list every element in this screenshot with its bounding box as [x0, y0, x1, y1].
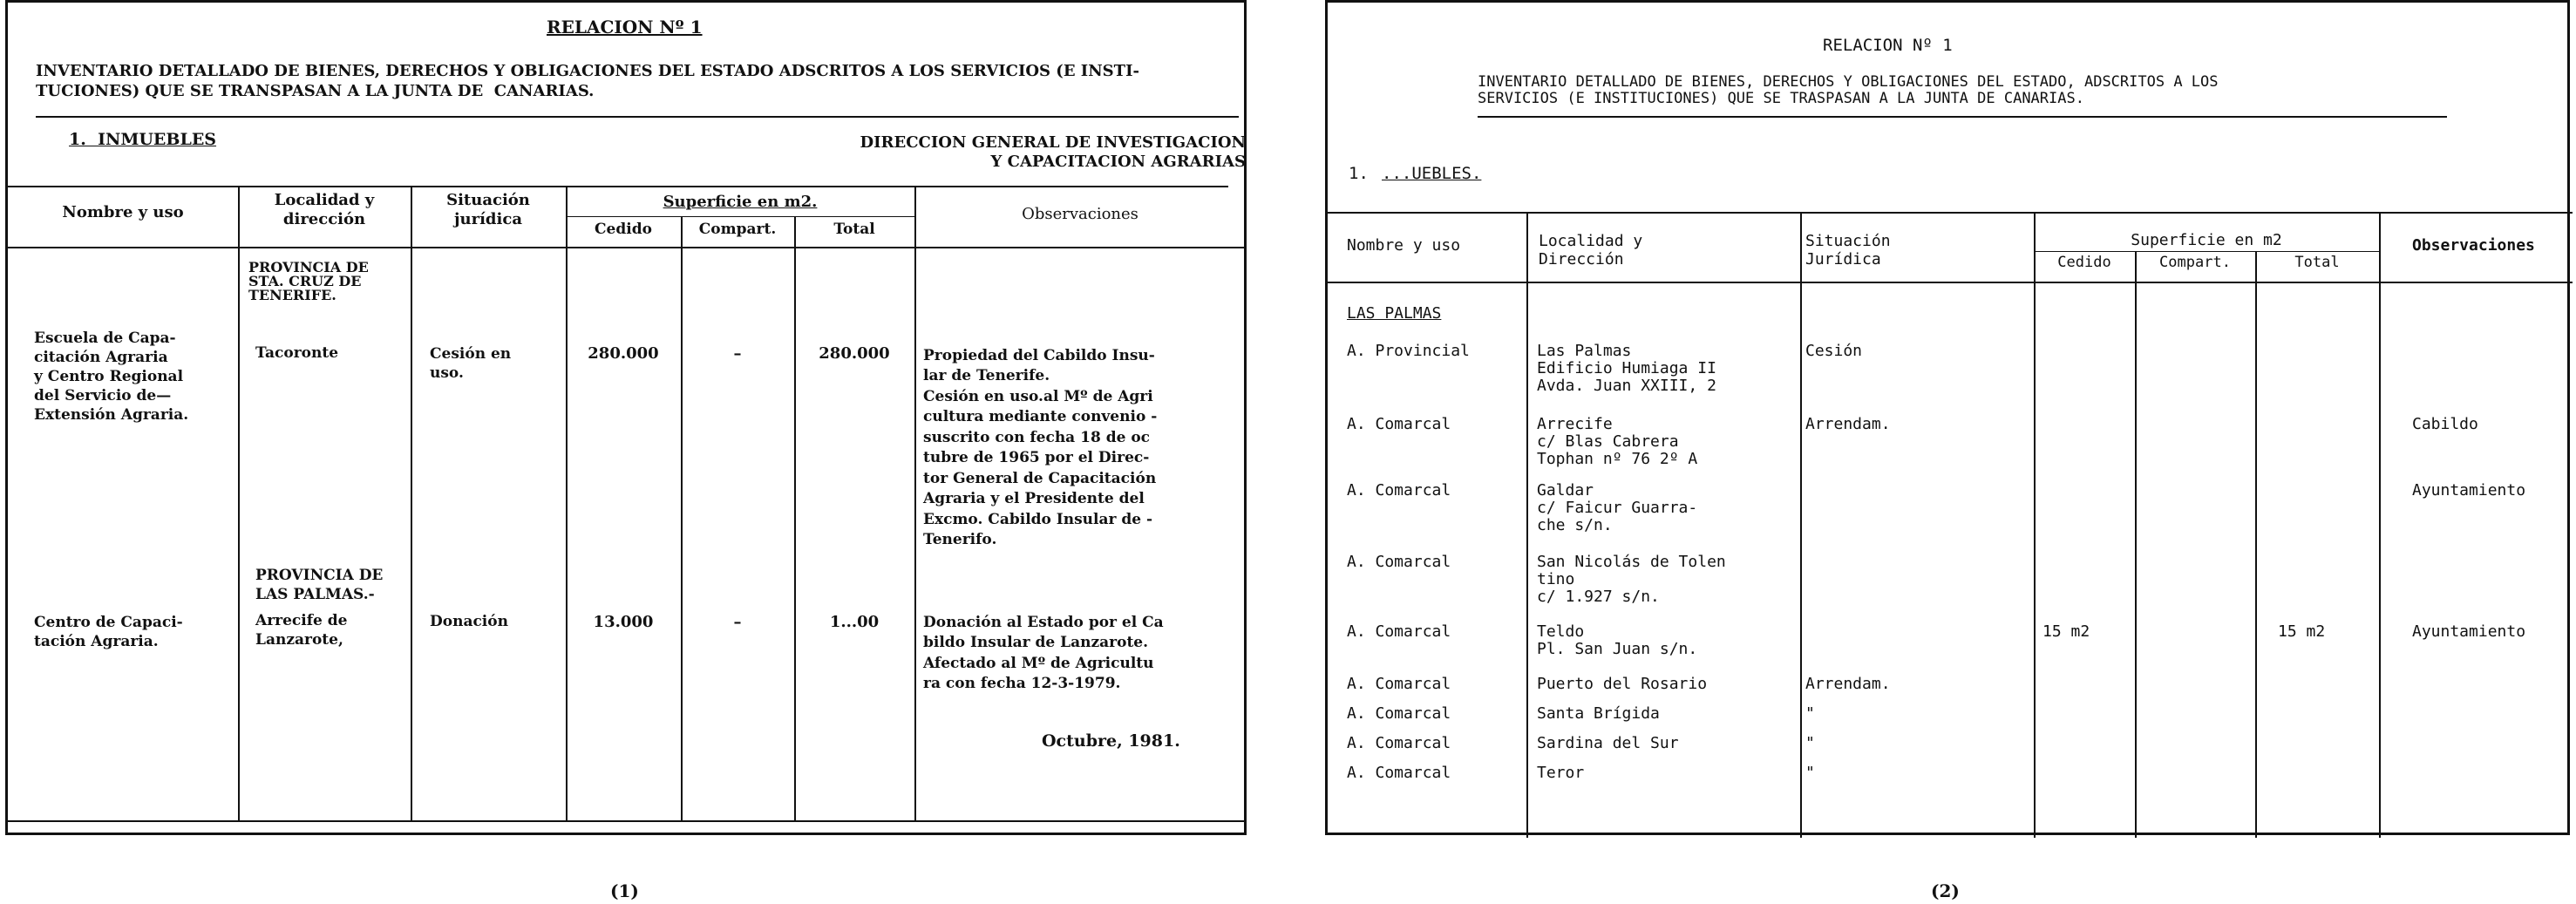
row1-situacion: Cesión en uso. [430, 345, 512, 383]
row2-total: 1...00 [829, 613, 880, 631]
group-las-palmas: LAS PALMAS [1347, 304, 1442, 323]
table-row-observaciones: Cabildo [2412, 415, 2478, 433]
table-row-nombre: A. Comarcal [1347, 734, 1451, 752]
header-nombre: Nombre y uso [1347, 236, 1461, 255]
header-superficie: Superficie en m2 [2131, 231, 2282, 249]
header-observaciones: Observaciones [2412, 236, 2535, 255]
header-superficie: Superficie en m2. [663, 193, 818, 211]
table-row-nombre: A. Comarcal [1347, 622, 1451, 641]
caption-left: (1) [610, 880, 639, 901]
header-nombre: Nombre y uso [62, 203, 184, 221]
header-situacion: Situación jurídica [446, 191, 530, 228]
table-row-nombre: A. Comarcal [1347, 675, 1451, 693]
table-row-observaciones: Ayuntamiento [2412, 622, 2526, 641]
province-las-palmas: PROVINCIA DE LAS PALMAS.- [255, 567, 384, 604]
table-row-situacion: Arrendam. [1805, 415, 1891, 433]
header-compart: Compart. [698, 221, 777, 238]
table-row-nombre: A. Provincial [1347, 342, 1470, 360]
header-situacion: Situación Jurídica [1805, 232, 1891, 268]
row2-situacion: Donación [430, 613, 508, 630]
table-row-nombre: A. Comarcal [1347, 553, 1451, 571]
header-observaciones: Observaciones [1022, 205, 1138, 223]
header-cedido: Cedido [595, 221, 652, 238]
table-row-total: 15 m2 [2278, 622, 2326, 641]
document-date: Octubre, 1981. [1042, 731, 1180, 751]
table-row-nombre: A. Comarcal [1347, 704, 1451, 723]
table-row-localidad: Las Palmas Edificio Humiaga II Avda. Juan XXIII, 2 [1537, 342, 1716, 396]
table-row-situacion: " [1805, 734, 1815, 752]
header-compart: Compart. [2159, 254, 2231, 271]
table-row-nombre: A. Comarcal [1347, 481, 1451, 500]
table-row-nombre: A. Comarcal [1347, 764, 1451, 782]
row1-nombre: Escuela de Capa- citación Agraria y Centro Regional del Servicio de— Extensión Agraria. [34, 330, 189, 425]
row2-localidad: Arrecife de Lanzarote, [255, 612, 348, 649]
table-row-situacion: " [1805, 764, 1815, 782]
table-row-localidad: Santa Brígida [1537, 704, 1660, 723]
document-right [1325, 0, 2570, 835]
header-total: Total [2294, 254, 2340, 271]
table-row-localidad: Sardina del Sur [1537, 734, 1679, 752]
row1-cedido: 280.000 [588, 344, 659, 363]
row1-compart: – [733, 344, 742, 363]
row1-total: 280.000 [819, 344, 890, 363]
table-row-localidad: San Nicolás de Tolen tino c/ 1.927 s/n. [1537, 553, 1726, 607]
intro-text: INVENTARIO DETALLADO DE BIENES, DERECHOS Y OBLIGACIONES DEL ESTADO, ADSCRITOS A LOS SERVICIOS (E INSTITUCIONES) QUE SE TRASPASAN A LA JUNTA DE CANARIAS. [1478, 73, 2219, 108]
section-heading: ...UEBLES. [1382, 164, 1482, 183]
row2-cedido: 13.000 [593, 613, 654, 631]
province-tenerife: PROVINCIA DE STA. CRUZ DE TENERIFE. [248, 259, 369, 303]
table-row-nombre: A. Comarcal [1347, 415, 1451, 433]
table-row-situacion: Arrendam. [1805, 675, 1891, 693]
relacion-title: RELACION Nº 1 [547, 17, 703, 37]
relacion-title: RELACION Nº 1 [1823, 36, 1953, 55]
table-row-observaciones: Ayuntamiento [2412, 481, 2526, 500]
document-left [5, 0, 1247, 835]
intro-text: INVENTARIO DETALLADO DE BIENES, DERECHOS Y OBLIGACIONES DEL ESTADO ADSCRITOS A LOS SERVICIOS (E INSTI- TUCIONES) QUE SE TRANSPASAN A LA JUNTA DE CANARIAS. [36, 62, 1139, 100]
section-number: 1. [1349, 164, 1369, 183]
header-localidad: Localidad y dirección [274, 191, 375, 228]
row2-observaciones: Donación al Estado por el Ca bildo Insular de Lanzarote. Afectado al Mº de Agricultu ra con fecha 12-3-1979. [923, 614, 1164, 693]
table-row-localidad: Galdar c/ Faicur Guarra- che s/n. [1537, 481, 1698, 535]
header-localidad: Localidad y Dirección [1539, 232, 1643, 268]
header-total: Total [833, 221, 875, 238]
table-row-cedido: 15 m2 [2042, 622, 2090, 641]
row2-compart: – [733, 613, 742, 631]
section-heading: 1. INMUEBLES [69, 130, 217, 149]
table-row-localidad: Arrecife c/ Blas Cabrera Tophan nº 76 2º A [1537, 415, 1698, 469]
caption-right: (2) [1931, 880, 1960, 901]
table-row-localidad: Teldo Pl. San Juan s/n. [1537, 622, 1698, 659]
table-row-situacion: Cesión [1805, 342, 1863, 360]
table-row-localidad: Teror [1537, 764, 1585, 782]
row1-localidad: Tacoronte [255, 344, 339, 362]
table-row-localidad: Puerto del Rosario [1537, 675, 1708, 693]
header-cedido: Cedido [2057, 254, 2111, 271]
direccion-general: DIRECCION GENERAL DE INVESTIGACION Y CAPACITACION AGRARIAS [860, 133, 1246, 171]
table-row-situacion: " [1805, 704, 1815, 723]
row2-nombre: Centro de Capaci- tación Agraria. [34, 614, 183, 651]
row1-observaciones: Propiedad del Cabildo Insu- lar de Tenerife. Cesión en uso.al Mº de Agri cultura mediante convenio - suscrito con fecha 18 de oc tubre de 1965 por el Direc- tor General de Capacitación Agraria y el Presidente del Excmo. Cabildo Insular de - Tenerifo. [923, 347, 1158, 549]
